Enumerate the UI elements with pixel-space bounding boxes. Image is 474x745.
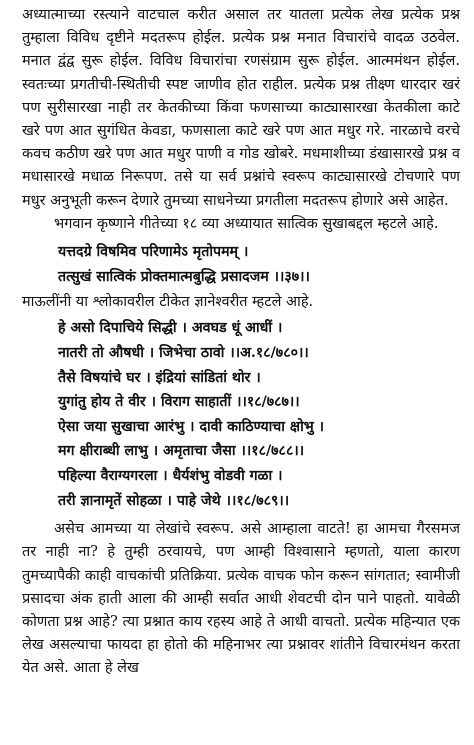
gita-verse-line: यत्तदग्रे विषमिव परिणामेऽ मृतोपमम् ।: [58, 244, 249, 261]
dnyaneshwari-verse-line: तैसे विषयांचे घर । इंद्रियां सांडितां थोर ।: [58, 369, 261, 386]
dnyaneshwari-verse-line: पहिल्या वैराग्यगरला । धैर्यशंभु वोडवी गळा ।: [58, 467, 283, 484]
dnyaneshwari-verse-line: ऐसा जया सुखाचा आरंभु । दावी काठिण्याचा क्षोभु ।: [58, 418, 325, 435]
paragraph-4: असेच आमच्या या लेखांचे स्वरूप. असे आम्हाला वाटते! हा आमचा गैरसमज तर नाही ना? हे तुम्ही ठरवायचे, पण आम्ही विश्वासाने म्हणतो, याला कारण तुमच्यापैकी काही वाचकांची प्रतिक्रिया. प्रत्येक वाचक फोन करून सांगतात; स्वामीजी प्रसादचा अंक हाती आला की आम्ही सर्वात आधी शेवटची दोन पाने पाहतो. यावेळी कोणता प्रश्न आहे? त्या प्रश्नात काय रहस्य आहे ते आधी वाचतो. प्रत्येक महिन्यात एक लेख असल्याचा फायदा हा होतो की महिनाभर त्या प्रश्नावर शांतीने विचारमंथन करता येत असे. आता हे लेख: [22, 521, 460, 677]
dnyaneshwari-verse-line: हे असो दिपाचिये सिद्धी । अवघड धूं आधीं ।: [58, 320, 283, 337]
dnyaneshwari-verse-line: नातरी तो औषधी । जिभेचा ठावो ।।अ.१८/७८०।।: [58, 345, 309, 362]
paragraph-2: भगवान कृष्णाने गीतेच्या १८ व्या अध्यायात सात्विक सुखाबद्दल म्हटले आहे.: [54, 215, 439, 232]
gita-verse-line: तत्सुखं सात्विकं प्रोक्तमात्मबुद्धि प्रसादजम ।।३७।।: [58, 268, 310, 285]
dnyaneshwari-verse-line: युगांतु होय ते वीर । विराग साहातीं ।।१८/७८७।।: [58, 394, 300, 411]
gita-verse-block: [22, 240, 460, 289]
dnyaneshwari-verse-block: [22, 316, 460, 513]
paragraph-3: माऊलींनी या श्लोकावरील टीकेत ज्ञानेश्वरीत म्हटले आहे.: [22, 294, 314, 311]
dnyaneshwari-verse-line: मग क्षीराब्धी लाभु । अमृताचा जैसा ।।१८/७८८।।: [58, 443, 305, 460]
paragraph-1: अध्यात्माच्या रस्त्याने वाटचाल करीत असाल तर यातला प्रत्येक लेख प्रत्येक प्रश्न तुम्हाला विविध दृष्टीने मदतरूप होईल. प्रत्येक प्रश्न मनात विचारांचे वादळ उठवेल. मनात द्वंद्व सुरू होईल. विविध विचारांचा रणसंग्राम सुरू होईल. आत्ममंथन होईल. स्वतःच्या प्रगतीची-स्थितीची स्पष्ट जाणीव होत राहील. प्रत्येक प्रश्न तीक्ष्ण धारदार खरं पण सुरीसारखा नाही तर केतकीच्या किंवा फणसाच्या काट्यासारखा केतकीला काटे खरे पण आत सुगंधित केवडा, फणसाला काटे खरे पण आत मधुर गरे. नारळाचे वरचे कवच कठीण खरे पण आत मधुर पाणी व गोड खोबरे. मधमाशीच्या डंखासारखे प्रश्न व मधासारखे मधाळ निरूपण. तसे या सर्व प्रश्नांचे स्वरूप काट्यासारखे टोचणारे पण मधुर अनुभूती करून देणारे तुमच्या साधनेच्या प्रगतीला मदतरूप होणारे असे आहेत.: [22, 7, 460, 209]
dnyaneshwari-verse-line: तरी ज्ञानामृतें सोहळा । पाहे जेथे ।।१८/७८९।।: [58, 492, 290, 509]
